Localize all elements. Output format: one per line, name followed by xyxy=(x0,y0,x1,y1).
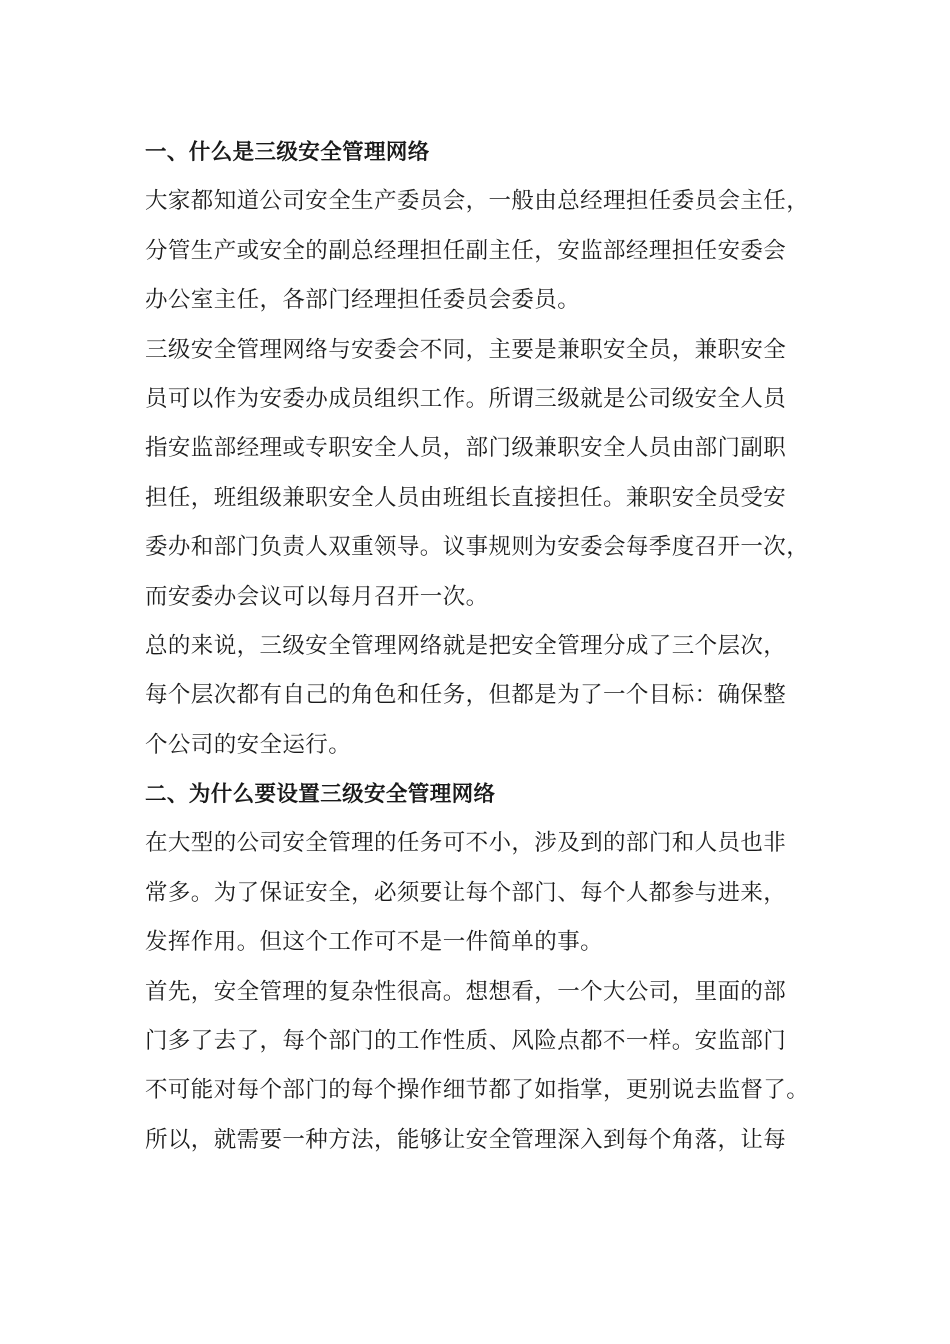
body-text-line: 三级安全管理网络与安委会不同，主要是兼职安全员，兼职安全 xyxy=(145,336,787,363)
body-text-line: 每个层次都有自己的角色和任务，但都是为了一个目标：确保整 xyxy=(145,682,787,709)
body-text-line: 而安委办会议可以每月召开一次。 xyxy=(145,583,489,610)
body-text-line: 首先，安全管理的复杂性很高。想想看，一个大公司，里面的部 xyxy=(145,978,787,1005)
body-text-line: 分管生产或安全的副总经理担任副主任，安监部经理担任安委会 xyxy=(145,237,787,264)
section-heading: 二、为什么要设置三级安全管理网络 xyxy=(145,782,496,808)
body-text-line: 大家都知道公司安全生产委员会，一般由总经理担任委员会主任， xyxy=(145,188,810,215)
body-text-line: 办公室主任，各部门经理担任委员会委员。 xyxy=(145,287,581,314)
body-text-line: 个公司的安全运行。 xyxy=(145,731,352,758)
body-text-line: 在大型的公司安全管理的任务可不小，涉及到的部门和人员也非 xyxy=(145,830,787,857)
document-page xyxy=(145,128,825,1165)
body-text-line: 总的来说，三级安全管理网络就是把安全管理分成了三个层次， xyxy=(145,632,787,659)
body-text-line: 门多了去了，每个部门的工作性质、风险点都不一样。安监部门 xyxy=(145,1028,787,1055)
body-text-line: 员可以作为安委办成员组织工作。所谓三级就是公司级安全人员 xyxy=(145,385,787,412)
body-text-line: 不可能对每个部门的每个操作细节都了如指掌，更别说去监督了。 xyxy=(145,1077,810,1104)
section-heading: 一、什么是三级安全管理网络 xyxy=(145,140,430,165)
body-text-line: 指安监部经理或专职安全人员，部门级兼职安全人员由部门副职 xyxy=(145,435,787,462)
body-text-line: 所以，就需要一种方法，能够让安全管理深入到每个角落，让每 xyxy=(145,1126,787,1153)
body-text-line: 常多。为了保证安全，必须要让每个部门、每个人都参与进来， xyxy=(145,879,787,906)
body-text-line: 委办和部门负责人双重领导。议事规则为安委会每季度召开一次， xyxy=(145,534,810,561)
body-text-line: 担任，班组级兼职安全人员由班组长直接担任。兼职安全员受安 xyxy=(145,484,787,511)
body-text-line: 发挥作用。但这个工作可不是一件简单的事。 xyxy=(145,929,604,956)
